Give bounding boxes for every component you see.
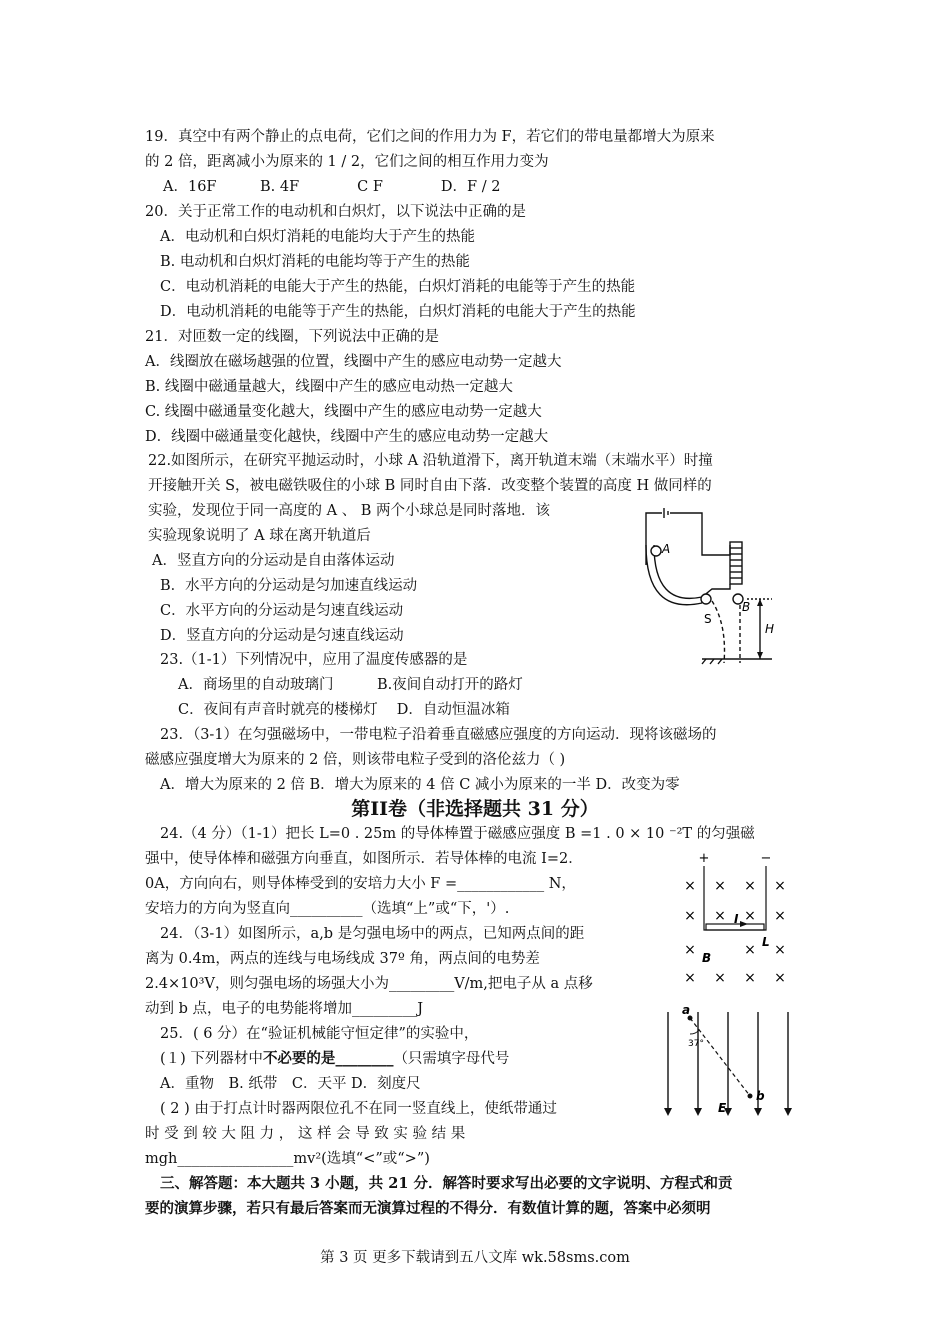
q22-line1: 22.如图所示，在研究平抛运动时，小球 A 沿轨道滑下，离开轨道末端（末端水平）时撞 [148, 453, 713, 469]
q24a-line1: 24.（4 分）（1-1）把长 L=0 . 25m 的导体棒置于磁感应强度 B =1 . 0 × 10 ⁻²T 的匀强磁 [160, 826, 755, 842]
q24a-fig-plus: + [698, 851, 710, 866]
q20-option-a: A．电动机和白炽灯消耗的电能均大于产生的热能 [160, 229, 475, 245]
q24a-field-cross: × [744, 942, 756, 958]
q24a-field-cross: × [744, 878, 756, 894]
q24a-line3: 0A，方向向右，则导体棒受到的安培力大小 F =____________ N， [145, 876, 576, 892]
q19-line1: 19．真空中有两个静止的点电荷，它们之间的作用力为 F，若它们的带电量都增大为原来 [145, 129, 715, 145]
q25-part2-line1: ( 2 ) 由于打点计时器两限位孔不在同一竖直线上，使纸带通过 [160, 1101, 557, 1117]
q22-option-a: A．竖直方向的分运动是自由落体运动 [152, 553, 395, 569]
q24b-fig-label-e: E [718, 1101, 727, 1115]
q22-line2: 开接触开关 S，被电磁铁吸住的小球 B 同时自由下落．改变整个装置的高度 H 做同样的 [148, 478, 712, 494]
q22-option-d: D．竖直方向的分运动是匀速直线运动 [160, 628, 404, 644]
q22-fig-label-h: H [765, 622, 775, 636]
q24a-fig-label-l: L [762, 935, 770, 949]
q24a-field-cross: × [684, 878, 696, 894]
q24a-field-cross: × [744, 908, 756, 924]
q24a-field-cross: × [684, 908, 696, 924]
q24b-fig-angle: 37° [688, 1039, 704, 1049]
q24a-blank-force[interactable]: ____________ [457, 876, 545, 892]
q24b-electric-field-figure [660, 1004, 800, 1124]
q24a-field-cross: × [774, 878, 786, 894]
section2-title: 第II卷（非选择题共 31 分） [351, 798, 599, 820]
q23a-stem: 23.（1-1）下列情况中，应用了温度传感器的是 [160, 652, 468, 668]
q20-option-b: B. 电动机和白炽灯消耗的电能均等于产生的热能 [160, 254, 470, 270]
q24a-field-cross: × [684, 942, 696, 958]
q21-option-d: D．线圈中磁通量变化越快，线圈中产生的感应电动势一定越大 [145, 429, 549, 445]
q22-apparatus-figure [632, 505, 782, 665]
q24a-fig-label-b: B [702, 951, 712, 965]
q21-option-c: C. 线圈中磁通量变化越大，线圈中产生的感应电动势一定越大 [145, 404, 542, 420]
q24a-field-cross: × [774, 942, 786, 958]
q23b-line1: 23．（3-1）在匀强磁场中，一带电粒子沿着垂直磁感应强度的方向运动．现将该磁场的 [160, 727, 717, 743]
q24a-fig-minus: − [760, 851, 772, 866]
q21-stem: 21．对匝数一定的线圈，下列说法中正确的是 [145, 329, 439, 345]
q24a-field-cross: × [714, 908, 726, 924]
q24a-blank-direction[interactable]: __________ [290, 901, 363, 917]
q24b-blank-field[interactable]: _________ [388, 976, 455, 992]
q22-line3: 实验，发现位于同一高度的 A 、 B 两个小球总是同时落地．该 [148, 503, 551, 519]
q21-option-b: B. 线圈中磁通量越大，线圈中产生的感应电动热一定越大 [145, 379, 513, 395]
q24a-field-cross: × [774, 908, 786, 924]
q24b-blank-energy[interactable]: _________ [352, 1001, 418, 1017]
q25-part1-options: A．重物 B. 纸带 C．天平 D．刻度尺 [160, 1076, 421, 1092]
q25-blank-unneeded[interactable]: ________ [335, 1050, 394, 1067]
q20-option-d: D．电动机消耗的电能等于产生的热能，白炽灯消耗的电能大于产生的热能 [160, 304, 636, 320]
q24a-field-cross: × [714, 878, 726, 894]
q24a-line2: 强中，使导体棒和磁强方向垂直，如图所示．若导体棒的电流 I=2． [145, 851, 583, 867]
q19-line2: 的 2 倍，距离减小为原来的 1 / 2，它们之间的相互作用力变为 [145, 154, 549, 170]
q25-blank-compare[interactable]: ________________ [177, 1151, 294, 1167]
q24a-field-cross: × [744, 970, 756, 986]
q23b-options: A．增大为原来的 2 倍 B．增大为原来的 4 倍 C 减小为原来的一半 D．改变为零 [160, 777, 680, 793]
q24b-fig-label-b: b [756, 1089, 765, 1103]
page-footer: 第 3 页 更多下载请到五八文库 wk.58sms.com [320, 1250, 630, 1266]
q22-option-b: B．水平方向的分运动是匀加速直线运动 [160, 578, 418, 594]
q22-line4: 实验现象说明了 A 球在离开轨道后 [148, 528, 371, 544]
q22-fig-label-a: A [662, 542, 671, 556]
q24a-line4: 安培力的方向为竖直向__________（选填“上”或“下，'）. [145, 901, 510, 917]
q24b-line3: 2.4×10³V，则匀强电场的场强大小为_________V/m,把电子从 a 点移 [145, 976, 593, 992]
q25-stem: 25．( 6 分）在“验证机械能守恒定律”的实验中， [160, 1026, 479, 1042]
q24a-field-cross: × [774, 970, 786, 986]
q20-stem: 20．关于正常工作的电动机和白炽灯，以下说法中正确的是 [145, 204, 526, 220]
q24a-field-cross: × [684, 970, 696, 986]
q21-option-a: A．线圈放在磁场越强的位置，线圈中产生的感应电动势一定越大 [145, 354, 562, 370]
q24a-field-cross: × [714, 970, 726, 986]
q24b-fig-label-a: a [682, 1004, 691, 1017]
q24b-line2: 离为 0.4m，两点的连线与电场线成 37º 角，两点间的电势差 [145, 951, 540, 967]
q25-part2-line2: 时 受 到 较 大 阻 力 ， 这 样 会 导 致 实 验 结 果 [145, 1126, 466, 1142]
q24b-line4: 动到 b 点，电子的电势能将增加_________J [145, 1001, 424, 1017]
q24a-fig-label-i: I [734, 912, 739, 926]
q22-fig-label-b: B [742, 600, 751, 614]
section3-line2: 要的演算步骤，若只有最后答案而无演算过程的不得分．有数值计算的题，答案中必须明 [145, 1200, 711, 1217]
q22-option-c: C．水平方向的分运动是匀速直线运动 [160, 603, 404, 619]
section3-line1: 三、解答题：本大题共 3 小题，共 21 分．解答时要求写出必要的文字说明、方程式和贡 [160, 1175, 733, 1192]
q24a-magnetic-field-figure [676, 848, 796, 988]
q22-fig-label-s: S [704, 612, 712, 626]
q23b-line2: 磁感应强度增大为原来的 2 倍，则该带电粒子受到的洛伦兹力（ ) [145, 752, 566, 768]
q23a-options-ab: A．商场里的自动玻璃门 B.夜间自动打开的路灯 [178, 677, 523, 693]
q19-options: A．16F B. 4F C F D．F / 2 [163, 179, 501, 195]
q20-option-c: C．电动机消耗的电能大于产生的热能，白炽灯消耗的电能等于产生的热能 [160, 279, 636, 295]
q24b-line1: 24．（3-1）如图所示，a,b 是匀强电场中的两点，已知两点间的距 [160, 926, 585, 942]
q25-part2-line3: mgh________________mv²(选填“<”或“>”) [145, 1151, 430, 1167]
q25-part1: (１) 下列器材中不必要的是________（只需填字母代号 [160, 1050, 510, 1067]
q23a-options-cd: C．夜间有声音时就亮的楼梯灯 D．自动恒温冰箱 [178, 702, 510, 718]
